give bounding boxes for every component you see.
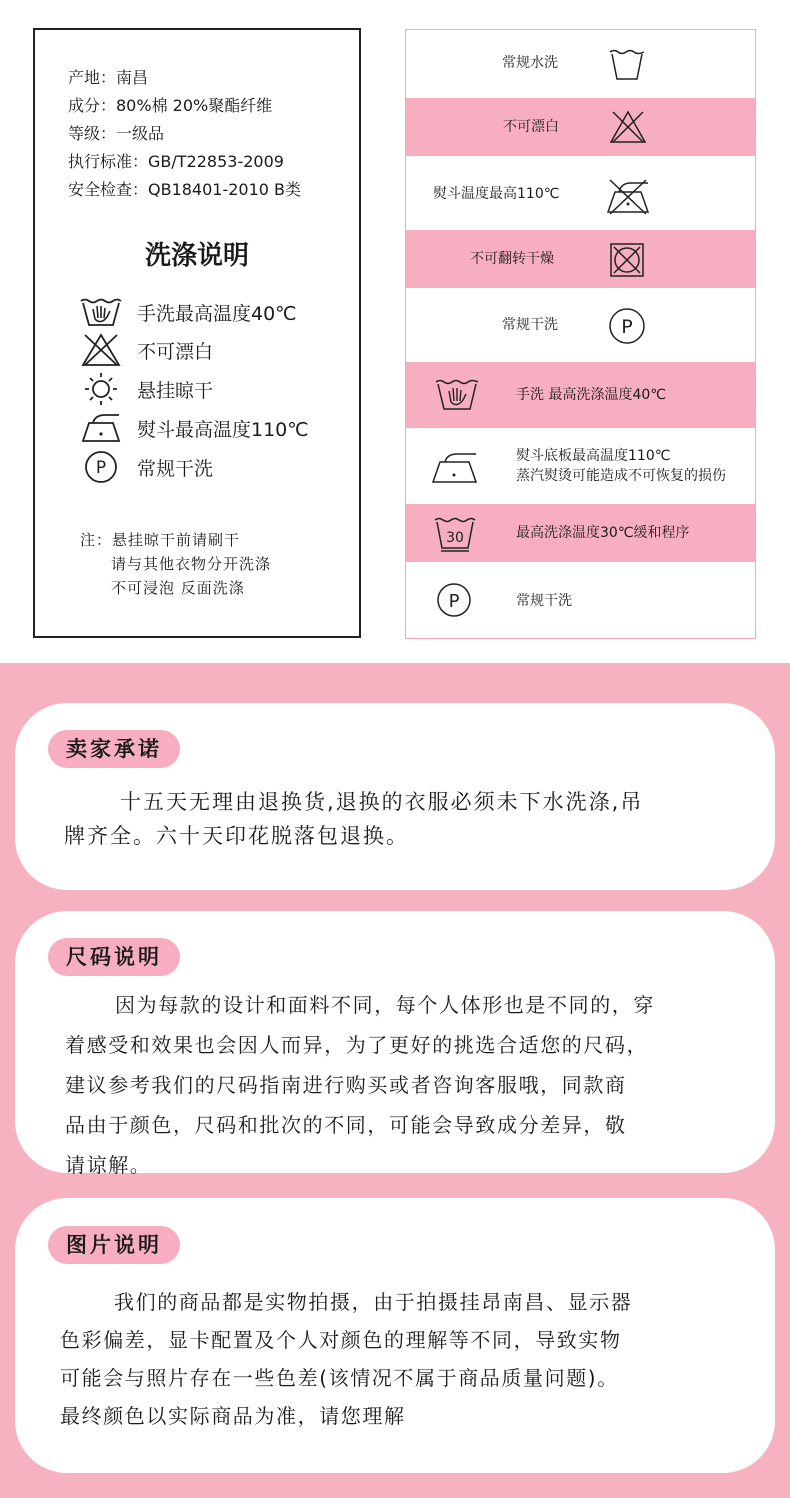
no-iron-icon xyxy=(605,176,651,216)
wash-30-icon xyxy=(433,514,477,552)
table-row xyxy=(406,562,755,639)
row-text-secondary: 蒸汽熨烫可能造成不可恢复的损伤 xyxy=(516,468,726,484)
care-text: 手洗最高温度40℃ xyxy=(137,302,297,325)
section-text xyxy=(65,985,745,1185)
care-item xyxy=(79,372,213,406)
section-text xyxy=(60,1283,740,1435)
no-bleach-icon xyxy=(79,333,123,367)
care-text: 悬挂晾干 xyxy=(137,379,214,402)
section-text xyxy=(64,785,744,853)
spec-grade: 等级：一级品 xyxy=(68,124,165,143)
no-bleach-icon xyxy=(609,110,647,144)
spec-safety: 安全检查：QB18401-2010 B类 xyxy=(68,180,302,199)
hand-wash-icon xyxy=(79,295,123,329)
table-row xyxy=(406,230,755,288)
table-row xyxy=(406,362,755,428)
size-info-card xyxy=(15,911,775,1177)
row-text: 熨斗温度最高110℃ xyxy=(433,186,560,202)
svg-text:P: P xyxy=(621,316,633,338)
info-section xyxy=(0,663,790,1498)
sun-icon xyxy=(79,372,123,406)
text-line: 可能会与照片存在一些色差(该情况不属于商品质量问题)。 xyxy=(60,1366,619,1390)
table-row xyxy=(406,156,755,230)
section-title: 尺码说明 xyxy=(48,938,180,976)
text-line: 因为每款的设计和面料不同，每个人体形也是不同的，穿 xyxy=(115,993,655,1017)
iron-icon xyxy=(79,411,123,445)
table-row xyxy=(406,288,755,362)
dry-clean-icon xyxy=(608,307,646,345)
table-row xyxy=(406,428,755,504)
text-line: 最终颜色以实际商品为准，请您理解 xyxy=(60,1404,406,1428)
spec-composition: 成分：80%棉 20%聚酯纤维 xyxy=(68,96,273,115)
seller-promise-card xyxy=(15,703,775,890)
text-line: 十五天无理由退换货,退换的衣服必须未下水洗涤,吊 xyxy=(120,790,644,814)
spec-standard: 执行标准：GB/T22853-2009 xyxy=(68,152,284,171)
svg-text:P: P xyxy=(95,458,107,478)
care-item xyxy=(79,295,297,329)
text-line: 色彩偏差，显卡配置及个人对颜色的理解等不同，导致实物 xyxy=(60,1328,622,1352)
row-text: 手洗 最高洗涤温度40℃ xyxy=(516,387,666,403)
care-item xyxy=(79,333,213,367)
svg-text:30: 30 xyxy=(446,530,464,546)
care-label-card xyxy=(33,28,361,638)
text-line: 建议参考我们的尺码指南进行购买或者咨询客服哦，同款商 xyxy=(65,1073,627,1097)
spec-origin: 产地：南昌 xyxy=(68,68,149,87)
table-row xyxy=(406,30,755,98)
care-item xyxy=(79,450,213,484)
text-line: 牌齐全。六十天印花脱落包退换。 xyxy=(64,824,409,848)
care-title: 洗涤说明 xyxy=(144,241,249,271)
text-line: 请谅解。 xyxy=(65,1153,152,1177)
note-line: 请与其他衣物分开洗涤 xyxy=(111,555,272,573)
note-line: 注：悬挂晾干前请刷干 xyxy=(80,531,241,549)
care-text: 熨斗最高温度110℃ xyxy=(137,418,309,441)
section-title: 卖家承诺 xyxy=(48,730,180,768)
care-text: 不可漂白 xyxy=(137,340,214,363)
row-text: 常规干洗 xyxy=(502,317,558,333)
row-text: 常规水洗 xyxy=(502,55,558,71)
svg-text:P: P xyxy=(448,591,460,612)
table-row xyxy=(406,504,755,562)
text-line: 着感受和效果也会因人而异，为了更好的挑选合适您的尺码， xyxy=(65,1033,649,1057)
dry-clean-icon xyxy=(436,582,472,618)
no-tumble-dry-icon xyxy=(609,242,645,278)
care-item xyxy=(79,411,309,445)
row-text: 不可翻转干燥 xyxy=(470,251,554,267)
wash-tub-icon xyxy=(609,47,645,81)
row-text: 不可漂白 xyxy=(503,119,559,135)
dry-clean-icon xyxy=(79,450,123,484)
text-line: 我们的商品都是实物拍摄，由于拍摄挂昂南昌、显示器 xyxy=(114,1290,633,1314)
row-text: 最高洗涤温度30℃缓和程序 xyxy=(516,525,690,541)
iron-icon xyxy=(431,450,479,484)
table-row xyxy=(406,98,755,156)
note-line: 不可浸泡 反面洗涤 xyxy=(111,579,245,597)
row-text: 熨斗底板最高温度110℃ xyxy=(516,448,671,464)
picture-info-card xyxy=(15,1198,775,1473)
text-line: 品由于颜色，尺码和批次的不同，可能会导致成分差异，敬 xyxy=(65,1113,627,1137)
care-text: 常规干洗 xyxy=(137,457,214,480)
section-title: 图片说明 xyxy=(48,1226,180,1264)
row-text: 常规干洗 xyxy=(516,593,572,609)
hand-wash-icon xyxy=(434,376,480,412)
care-symbol-table xyxy=(405,29,756,639)
